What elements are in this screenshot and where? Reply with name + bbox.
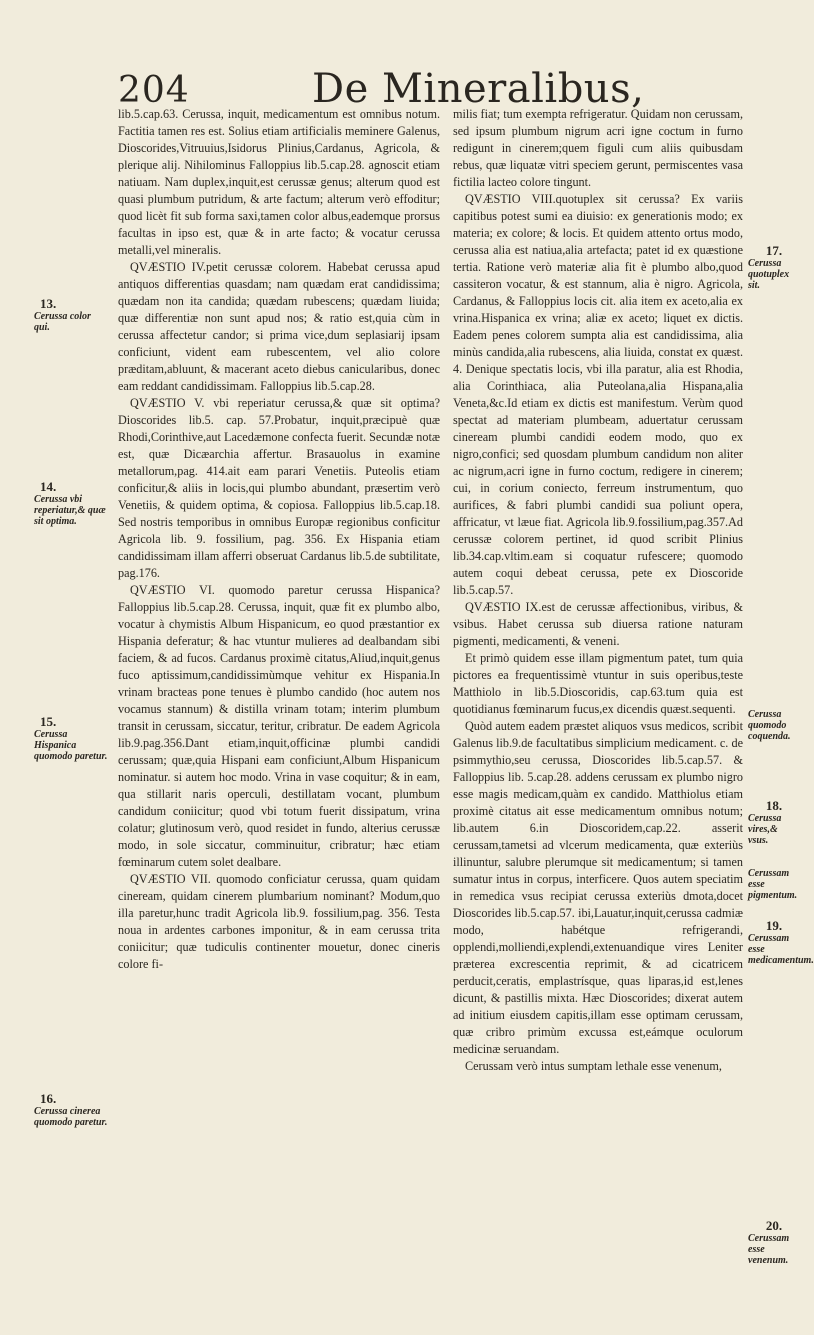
margin-note-number: 15.	[40, 714, 57, 729]
margin-note-text: Cerussa color qui.	[34, 311, 91, 333]
margin-note	[748, 1220, 800, 1266]
margin-note	[748, 245, 800, 291]
margin-note	[34, 481, 108, 527]
margin-note-number: 19.	[765, 918, 783, 933]
margin-note-number: 13.	[40, 296, 57, 311]
margin-note	[748, 866, 800, 901]
paragraph: Et primò quidem esse illam pigmentum patet, tum quia pictores ea frequentissimè vtuntur in suis operibus,teste Matthiolo in lib.5.Dioscoridis, cap.63.tum quia est quotidianus fœminarum fucus,ex dicendis quæst.sequenti.	[453, 651, 743, 716]
margin-note	[34, 1093, 108, 1128]
margin-note-number: 17.	[765, 243, 783, 258]
margin-note	[34, 716, 108, 762]
paragraph: Quòd autem eadem præstet aliquos vsus medicos, scribit Galenus lib.9.de facultatibus simplicium medicament. c. de psimmythio,seu cerussa, Dioscorides lib.5.cap.57. & Falloppius lib. 5.cap.28. addens cerussam ex plumbo nigro esse magis medicam,quàm ex candido. Matthiolus etiam proximè citatus ait esse medicamentum omnibus notum; lib.autem 6.in Dioscoridem,cap.22. asserit cerussam,tametsi ad vlcerum medicamenta, quæ exteriùs illinuntur, salubre plerumque sit medicamentum; si tamen sumatur intus in corpus, interficere. Quos autem speciatim in remedica vsus recipiat cerussa exteriùs dmota,docet Dioscorides lib.5.cap.57. ibi,Lauatur,inquit,cerussa cadmiæ modo, habétque refrigerandi, opplendi,molliendi,explendi,extenuandique vires Leniter præterea excrescentia reprimit, & ad cicatricem perducit,ceratis, emplastrísque, quas liparas,id est,lenes dicunt, & pastillis mixta. Hæc Dioscorides; dixerat autem ad initium eiusdem capitis,illam esse optimam cerussam, quæ cribro primùm excussa est,eámque oculorum medicinæ seruandam.	[453, 719, 743, 1056]
margin-note-text: Cerussa quomodo coquenda.	[748, 709, 791, 742]
left-text-column	[118, 106, 440, 973]
paragraph: QVÆSTIO IV.petit cerussæ colorem. Habebat cerussa apud antiquos differentias quasdam; nam quædam erat candidissima; quædam non ita candida; quædam rubescens; quædam liuida; quæ differentiæ non sunt apud nos; & ratio est,quia cùm in cerussa affectetur candor; si prima vice,dum seplasiarij ipsam conficiunt, vident eam rubescentem, vel alio colore præditam,abluunt, & macerant aceto diebus canicularibus, donec eam reddant candidissimam. Falloppius lib.5.cap.28.	[118, 260, 440, 393]
margin-note	[748, 918, 814, 966]
running-title: De Mineralibus,	[312, 66, 645, 112]
margin-note-text: Cerussa quotuplex sit.	[748, 258, 790, 291]
margin-note-number: 16.	[40, 1091, 57, 1106]
margin-note-text: Cerussa vbi reperiatur,& quæ sit optima.	[34, 494, 106, 527]
paragraph: QVÆSTIO VII. quomodo conficiatur cerussa, quam quidam cineream, quidam cinerem plumbarium nominant? Modum,quo illa paretur,hunc tradit Agricola lib.9. fossilium,pag. 356. Testa noua in ardentes carbones imponitur, & in eam cerussa trita coniicitur; quæ tudiculis continenter mouetur, donec cineris colore fi-	[118, 872, 440, 971]
margin-note-text: Cerussa vires,& vsus.	[748, 813, 782, 846]
margin-note-text: Cerussam esse medicamentum.	[748, 933, 814, 966]
margin-note-number: 20.	[765, 1218, 783, 1233]
margin-note	[748, 707, 800, 742]
margin-note	[34, 298, 108, 333]
paragraph: QVÆSTIO V. vbi reperiatur cerussa,& quæ sit optima? Dioscorides lib.5. cap. 57.Probatur, inquit,præcipuè quæ Rhodi,Corinthive,aut Lacedæmone confecta fuerit. Secundæ notæ est, quæ Dicæarchia affertur. Brasauolus in examine metallorum,pag. 414.ait eam parari Venetiis. Puteolis etiam conficitur,& aliis in locis,qui plumbo abundant, præsertim verò Venetiis, & quidem optima, & copiosa. Falloppius lib.5.cap.18. Sed nostris temporibus in omnibus Europæ regionibus conficitur Agricola lib. 9. fossilium, pag. 356. Ex Hispania etiam candidissimam illam afferri obseruat Cardanus lib.5.de subtilitate, pag.176.	[118, 396, 440, 580]
page-number: 204	[118, 70, 190, 111]
margin-note-text: Cerussa cinerea quomodo paretur.	[34, 1106, 108, 1128]
margin-note-text: Cerussam esse pigmentum.	[748, 868, 798, 901]
paragraph: QVÆSTIO IX.est de cerussæ affectionibus, viribus, & vsibus. Habet cerussa sub diuersa ratione naturam pigmenti, medicamenti, & veneni.	[453, 600, 743, 648]
paragraph: QVÆSTIO VIII.quotuplex sit cerussa? Ex variis capitibus potest sumi ea diuisio: ex generationis modo; ex materia; ex colore; & locis. Et quidem attento ortus modo, cerussa alia est natiua,alia artefacta; patet id ex quæstione tertia. Ratione verò materiæ alia fit è plumbo albo,quod cassiteron vocatur, & est stannum, alia è nigro. Agricola, Cardanus, & Falloppius locis cit. alia item ex aceto,alia ex vrina.Hispanica ex vrina; aliæ ex aceto; liquet ex dictis. Eadem penes colorem sumpta alia est candidissima, alia minùs candida,alia rubescens, alia liuida, constat ex quæst. 4. Denique spectatis locis, vbi illa paratur, alia est Rhodia, alia Corinthiaca, alia Puteolana,alia Hispana,alia Veneta,&c.Id etiam ex dictis est manifestum. Verùm quod spectat ad materiam plumbeam, aduertatur cerussam cineream plumbi candidi eodem modo, quo ex nigro,confici; sed quosdam plumbum candidum non aliter ac nigrum,acri igne in furno coctum, redigere in cinerem; cui, in corium coniecto, ferreum instrumentum, quo aurifices, & fabri plumbi candidi sua poliunt opera, affricatur, vt læue fiat. Agricola lib.9.fossilium,pag.357.Ad cerussæ colorem pertinet, id quod scribit Plinius lib.34.cap.vltim.eam si coquatur rufescere; quomodo autem coqui debeat cerussa, pete ex Dioscoride lib.5.cap.57.	[453, 192, 743, 597]
paragraph: lib.5.cap.63. Cerussa, inquit, medicamentum est omnibus notum. Factitia tamen res est. Solius etiam artificialis meminere Galenus, Dioscorides,Vitruuius,Isidorus Plinius,Cardanus, Agricola, & plerique alij. Nihilominus Falloppius lib.5.cap.28. agnoscit etiam natiuam. Nam duplex,inquit,est cerussæ genus; alterum quod est quasi plumbum putridum, & arte factum; alterum verò effoditur; quod licèt fit sub forma saxi,tamen color albus,eademque prorsus facultas in ipso est, quæ & in arte facto; & vocatur cerussa metalli,vel mineralis.	[118, 107, 440, 257]
paragraph: milis fiat; tum exempta refrigeratur. Quidam non cerussam, sed ipsum plumbum nigrum acri igne coctum in furno redigunt in cinerem;quem figuli cum aliis quibusdam rebus, quæ liquatæ vitri speciem gerunt, permiscentes vasa fictilia lacteo colore tingunt.	[453, 107, 743, 189]
margin-note-text: Cerussa Hispanica quomodo paretur.	[34, 729, 108, 762]
margin-note-text: Cerussam esse venenum.	[748, 1233, 790, 1266]
margin-note	[748, 800, 800, 846]
margin-note-number: 18.	[765, 798, 783, 813]
paragraph: QVÆSTIO VI. quomodo paretur cerussa Hispanica? Falloppius lib.5.cap.28. Cerussa, inquit, quæ fit ex plumbo albo, vocatur à chymistis Album Hispanicum, eo quod præstantior ex Hispania deferatur; & hac vtuntur mulieres ad dealbandam sibi faciem, & ad fucos. Cardanus proximè citatus,Aliud,inquit,genus fuco aptissimum,candidissimùmque vehitur ex Hispania.In vrinam bracteas pone tenues è plumbo candido (hoc autem nos vocamus stannum) & distilla vrinam totam; interim plumbum transit in cerussam, siccatur, teritur, cribratur. De eadem Agricola lib.9.pag.356.Dant etiam,inquit,officinæ plumbi candidi cerussam; quæ,quia Hispani eam conficiunt,Album Hispanicum nominatur. si autem hoc modo. Vrina in vase coquitur; & in eam, qua stillarit naris operculi, destillatam vocant, plumbum candidum coniicitur; quod vbi totum fuerit dissipatum, vrina colatur; glutinosum verò, quod residet in fundo, alterius cerussæ modo, in sole siccatur, comminuitur, cribratur; hæc etiam fœminarum cutem solet dealbare.	[118, 583, 440, 869]
margin-note-number: 14.	[40, 479, 57, 494]
right-text-column	[453, 106, 743, 1075]
paragraph: Cerussam verò intus sumptam lethale esse venenum,	[465, 1059, 722, 1073]
